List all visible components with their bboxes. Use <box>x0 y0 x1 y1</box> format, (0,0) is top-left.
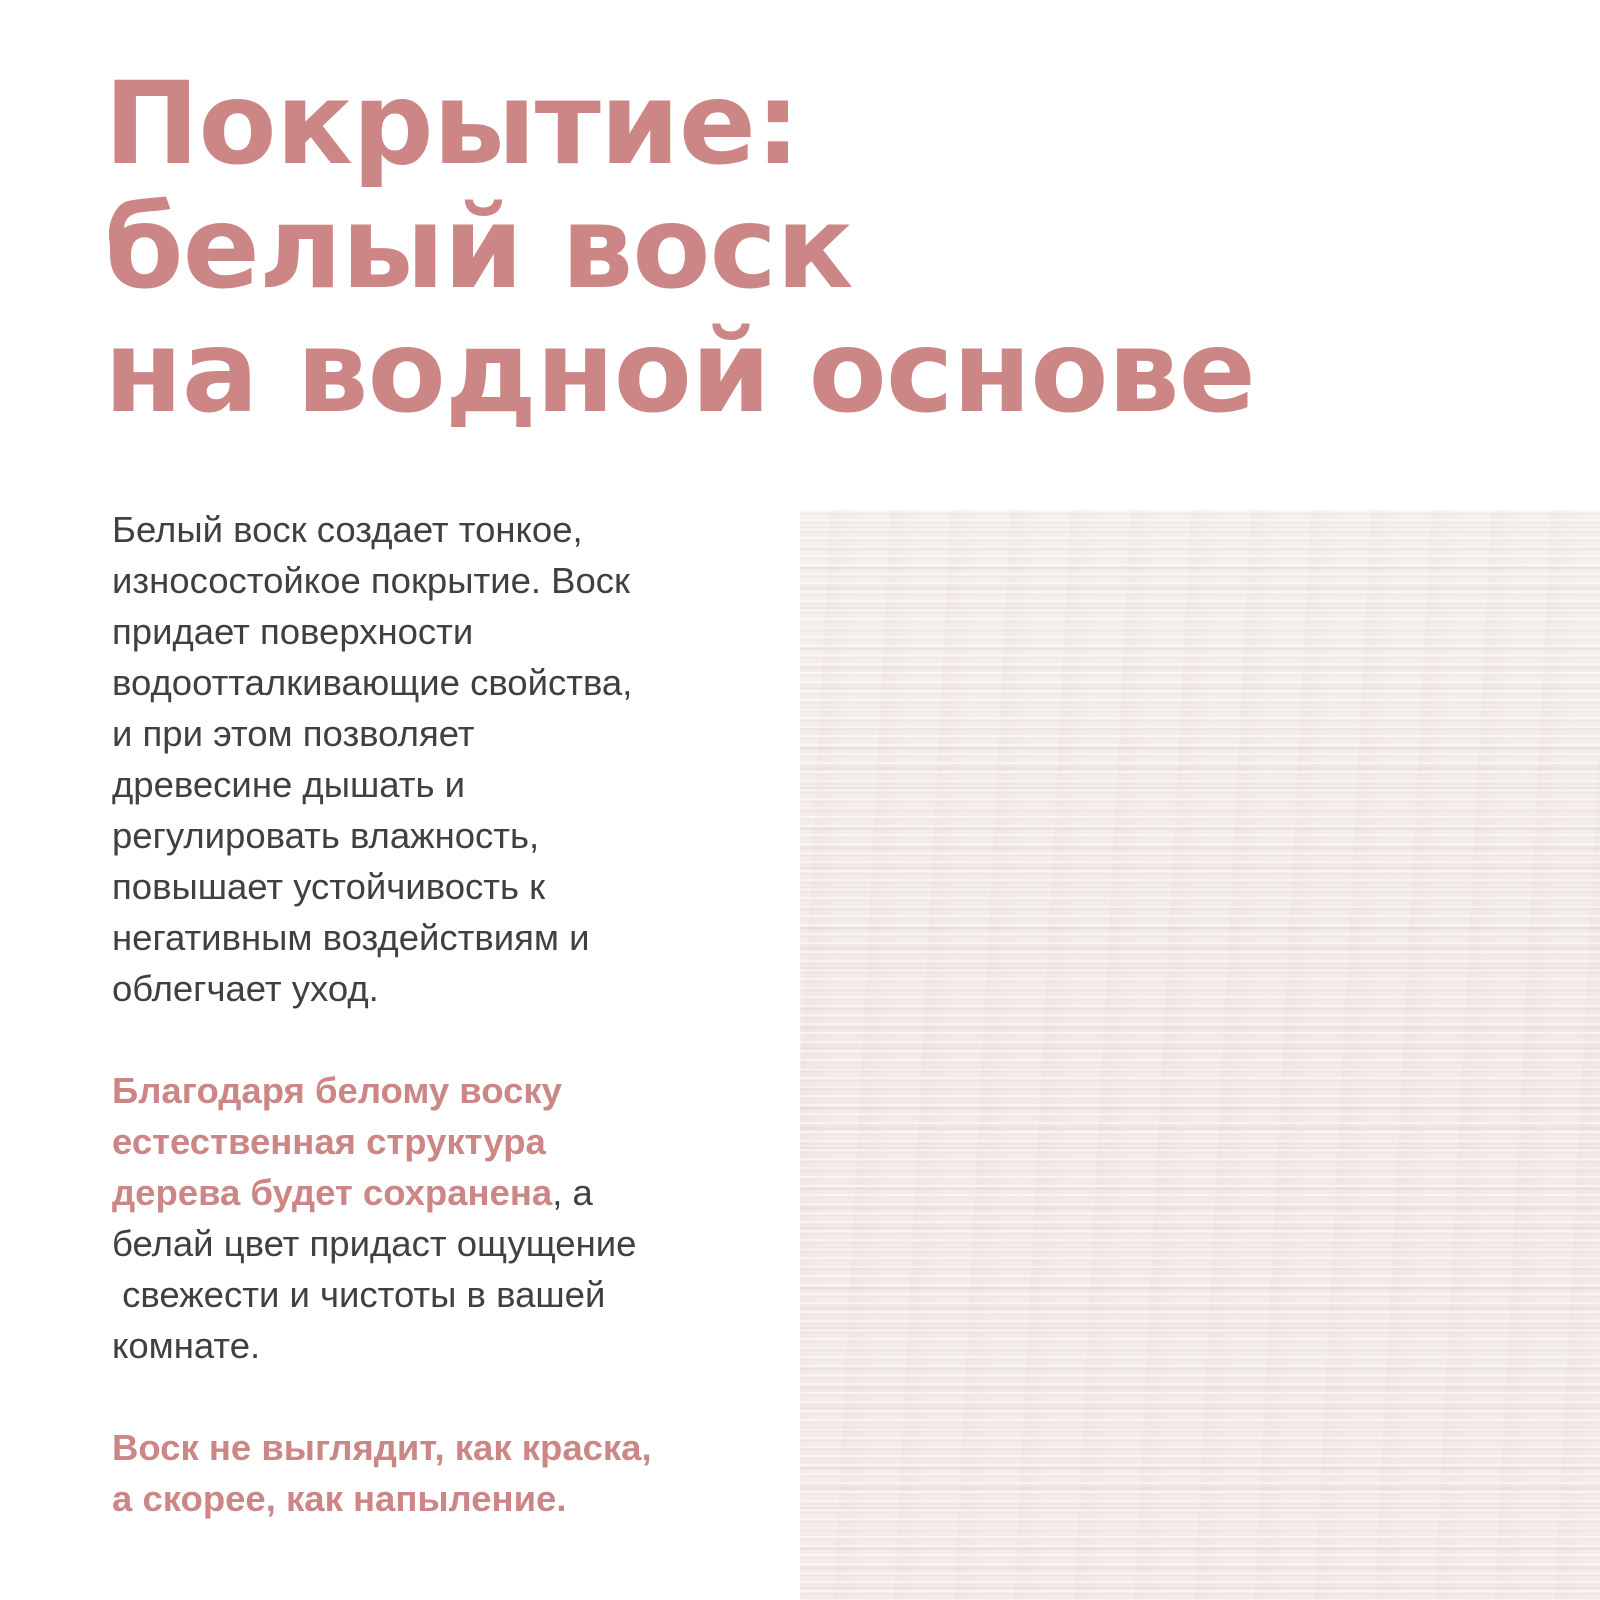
structure-tail-text: , а <box>552 1172 593 1213</box>
paragraph-intro-line: износостойкое покрытие. Воск <box>112 560 631 601</box>
paragraph-intro-line: Белый воск создает тонкое, <box>112 509 583 550</box>
structure-line: белай цвет придаст ощущение <box>112 1223 637 1264</box>
page-title <box>104 57 1255 438</box>
title-line-2: белый воск <box>104 181 853 314</box>
paragraph-intro-line: повышает устойчивость к <box>112 866 546 907</box>
paragraph-intro-line: регулировать влажность, <box>112 815 540 856</box>
paragraph-intro-line: водоотталкивающие свойства, <box>112 662 633 703</box>
structure-line: свежести и чистоты в вашей <box>112 1274 606 1315</box>
structure-accent-text: дерева будет сохранена <box>112 1172 553 1213</box>
paragraph-spacer <box>112 1014 752 1065</box>
paragraph-intro-line: облегчает уход. <box>112 968 379 1009</box>
paragraph-intro-line: древесине дышать и <box>112 764 465 805</box>
paragraph-intro <box>112 504 752 1014</box>
structure-line: комнате. <box>112 1325 261 1366</box>
title-line-1: Покрытие: <box>104 57 800 190</box>
paragraph-intro-line: и при этом позволяет <box>112 713 475 754</box>
white-wax-wood-texture-image <box>800 510 1600 1600</box>
paragraph-intro-line: придает поверхности <box>112 611 474 652</box>
paragraph-structure <box>112 1065 752 1371</box>
note-accent-line: Воск не выглядит, как краска, <box>112 1427 652 1468</box>
description-column <box>112 504 752 1524</box>
note-accent-line: а скорее, как напыление. <box>112 1478 567 1519</box>
paragraph-spacer <box>112 1371 752 1422</box>
structure-mixed-line <box>112 1167 752 1218</box>
paragraph-note <box>112 1422 752 1524</box>
paragraph-intro-line: негативным воздействиям и <box>112 917 590 958</box>
structure-accent-line: Благодаря белому воску <box>112 1070 562 1111</box>
structure-accent-line: естественная структура <box>112 1121 546 1162</box>
title-line-3: на водной основе <box>104 305 1255 438</box>
